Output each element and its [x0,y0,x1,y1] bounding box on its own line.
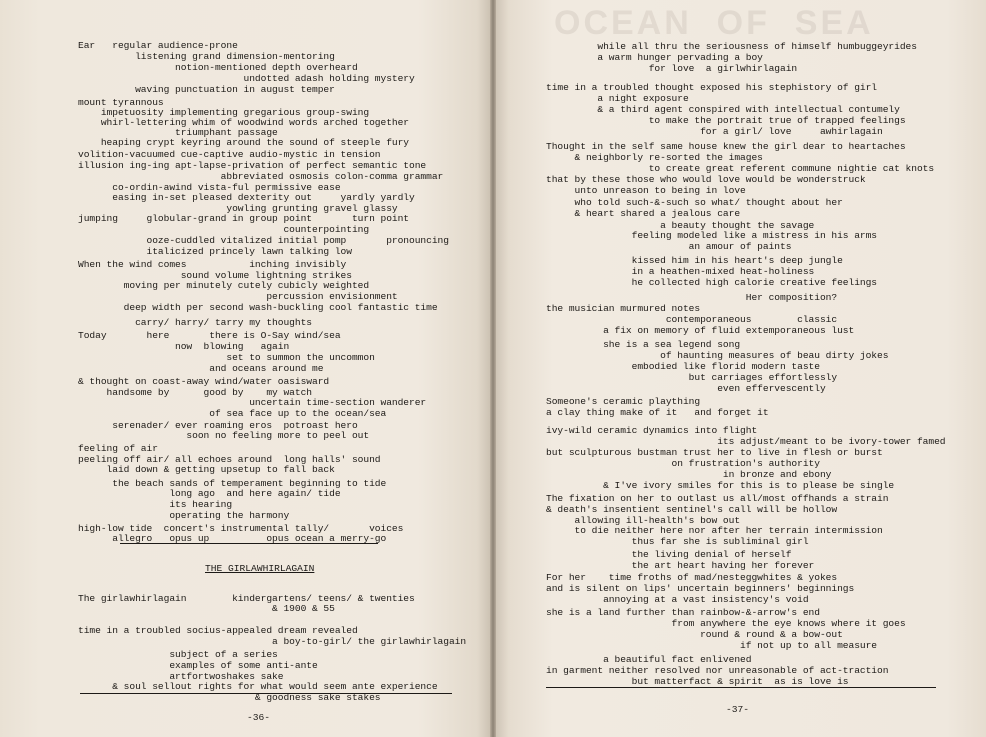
right-poem-line: a night exposure [546,93,689,104]
right-poem-line: the art heart having her forever [546,560,815,571]
right-poem-line: feeling modeled like a mistress in his arms [546,230,878,241]
right-poem-line: Someone's ceramic plaything [546,396,701,407]
left-poem-line: set to summon the uncommon [78,352,375,363]
left-poem-line: sound volume lightning strikes [78,270,352,281]
right-poem-line: The fixation on her to outlast us all/most offhands a strain [546,493,889,504]
right-poem-line: for a girl/ love awhirlagain [546,126,883,137]
right-poem-line: for love a girlwhirlagain [546,63,798,74]
left-poem-line: waving punctuation in august temper [78,84,335,95]
right-poem-line: she is a land further than rainbow-&-arrow's end [546,607,820,618]
book-gutter [490,0,496,737]
left-poem-line: its hearing [78,499,233,510]
left-poem-line: When the wind comes inching invisibly [78,259,347,270]
right-poem-line: a fix on memory of fluid extemporaneous lust [546,325,855,336]
left-poem-line: & soul sellout rights for what would seem ante experience [78,681,438,692]
left-poem-line: counterpointing [78,224,370,235]
right-poem-line: in a heathen-mixed heat-holiness [546,266,815,277]
right-poem-line: but matterfact & spirit as is love is [546,676,849,687]
left-poem-line: notion-mentioned depth overheard [78,62,358,73]
left-poem-line: listening grand dimension-mentoring [78,51,335,62]
right-poem-line: & death's insentient sentinel's call will be hollow [546,504,838,515]
left-poem-line: italicized princely lawn talking low [78,246,352,257]
left-poem-line: handsome by good by my watch [78,387,312,398]
left-poem-line: and oceans around me [78,363,324,374]
left-poem-line: time in a troubled socius-appealed dream revealed [78,625,358,636]
left-poem-line: serenader/ ever roaming eros potroast hero [78,420,358,431]
left-poem-line: & goodness sake stakes [78,692,381,703]
left-poem-line: jumping globular-grand in group point turn point [78,213,410,224]
left-page [0,0,492,737]
right-poem-line: & heart shared a jealous care [546,208,741,219]
right-poem-line: & a third agent conspired with intellectual contumely [546,104,900,115]
right-poem-line: of haunting measures of beau dirty jokes [546,350,889,361]
right-poem-line: to die neither here nor after her terrain intermission [546,525,883,536]
right-poem-line: its adjust/meant to be ivory-tower famed [546,436,946,447]
left-poem-line: laid down & getting upsetup to fall back [78,464,335,475]
left-poem-line: high-low tide concert's instrumental tally/ voices [78,523,404,534]
right-poem-line: Her composition? [546,292,838,303]
right-poem-line: she is a sea legend song [546,339,741,350]
right-poem-line: who told such-&-such so what/ thought about her [546,197,843,208]
left-poem-line: Ear regular audience-prone [78,40,238,51]
right-poem-line: kissed him in his heart's deep jungle [546,255,843,266]
right-poem-line: annoying at a vast insistency's void [546,594,809,605]
page-number: -36- [247,712,271,723]
left-poem-line: easing in-set pleased dexterity out yardly yardly [78,192,415,203]
right-poem-line: from anywhere the eye knows where it goes [546,618,906,629]
right-poem-line: embodied like florid modern taste [546,361,820,372]
left-poem-line: The girlawhirlagain kindergartens/ teens/ & twenties [78,593,415,604]
left-poem-line: undotted adash holding mystery [78,73,415,84]
right-poem-line: For her time froths of mad/nesteggwhites & yokes [546,572,838,583]
page-bottom-rule [546,687,936,688]
right-page [494,0,986,737]
right-poem-line: but sculpturous bustman trust her to live in flesh or burst [546,447,883,458]
left-poem-line: mount tyrannous [78,97,164,108]
left-poem-line: volition-vacuumed cue-captive audio-mystic in tension [78,149,381,160]
right-poem-line: and is silent on lips' uncertain beginners' beginnings [546,583,855,594]
left-poem-line: heaping crypt keyring around the sound of steeple fury [78,137,410,148]
left-poem-line: long ago and here again/ tide [78,488,341,499]
page-bottom-rule [80,693,452,694]
left-poem-line: examples of some anti-ante [78,660,318,671]
left-poem-line: allegro opus up opus ocean a merry-go [78,533,387,544]
left-poem-line: subject of a series [78,649,278,660]
right-poem-line: if not up to all measure [546,640,878,651]
left-poem-line: operating the harmony [78,510,290,521]
left-poem-line: artfortwoshakes sake [78,671,284,682]
left-poem-line: ooze-cuddled vitalized initial pomp pronouncing [78,235,449,246]
left-poem-line: peeling off air/ all echoes around long halls' sound [78,454,381,465]
right-poem-line: ivy-wild ceramic dynamics into flight [546,425,758,436]
right-poem-line: thus far she is subliminal girl [546,536,809,547]
left-poem-line: Today here there is O-Say wind/sea [78,330,341,341]
left-poem-line: feeling of air [78,443,158,454]
left-poem-line: moving per minutely cutely cubicly weighted [78,280,370,291]
right-poem-line: round & round & a bow-out [546,629,843,640]
left-poem-line: soon no feeling more to peel out [78,430,370,441]
right-poem-line: Thought in the self same house knew the girl dear to heartaches [546,141,906,152]
right-poem-line: to make the portrait true of trapped feelings [546,115,906,126]
right-poem-line: & neighborly re-sorted the images [546,152,763,163]
left-poem-line: deep width per second wash-buckling cool fantastic time [78,302,438,313]
right-poem-line: & I've ivory smiles for this is to please be single [546,480,895,491]
right-poem-line: in bronze and ebony [546,469,832,480]
section-title: THE GIRLAWHIRLAGAIN [205,563,315,574]
right-poem-line: even effervescently [546,383,826,394]
right-poem-line: a beautiful fact enlivened [546,654,752,665]
right-poem-line: an amour of paints [546,241,792,252]
left-poem-line: whirl-lettering whim of woodwind words arched together [78,117,410,128]
right-poem-line: unto unreason to being in love [546,185,746,196]
left-poem-line: yowling grunting gravel glassy [78,203,398,214]
left-poem-line: of sea face up to the ocean/sea [78,408,387,419]
right-poem-line: while all thru the seriousness of himself humbuggeyrides [546,41,917,52]
show-through-heading: OCEAN OF SEA [554,4,874,42]
right-poem-line: but carriages effortlessly [546,372,838,383]
right-poem-line: to create great referent commune nightie cat knots [546,163,935,174]
right-poem-line: time in a troubled thought exposed his stephistory of girl [546,82,878,93]
right-poem-line: a warm hunger pervading a boy [546,52,763,63]
left-poem-line: co-ordin-awind vista-ful permissive ease [78,182,341,193]
left-poem-line: a boy-to-girl/ the girlawhirlagain [78,636,467,647]
left-poem-line: triumphant passage [78,127,278,138]
left-poem-line: & 1900 & 55 [78,603,335,614]
right-poem-line: the living denial of herself [546,549,792,560]
right-poem-line: a clay thing make of it and forget it [546,407,769,418]
right-poem-line: that by these those who would love would be wonderstruck [546,174,866,185]
left-poem-line: & thought on coast-away wind/water oasisward [78,376,330,387]
right-poem-line: contemporaneous classic [546,314,838,325]
page-number: -37- [726,704,750,715]
left-poem-line: carry/ harry/ tarry my thoughts [78,317,312,328]
right-poem-line: the musician murmured notes [546,303,701,314]
left-poem-line: illusion ing-ing apt-lapse-privation of perfect semantic tone [78,160,427,171]
left-poem-line: now blowing again [78,341,290,352]
left-poem-line: abbreviated osmosis colon-comma grammar [78,171,444,182]
right-poem-line: allowing ill-health's bow out [546,515,741,526]
right-poem-line: he collected high calorie creative feelings [546,277,878,288]
left-poem-line: impetuosity implementing gregarious group-swing [78,107,370,118]
right-poem-line: a beauty thought the savage [546,220,815,231]
section-divider [120,543,378,544]
left-poem-line: the beach sands of temperament beginning to tide [78,478,387,489]
right-poem-line: on frustration's authority [546,458,820,469]
left-poem-line: uncertain time-section wanderer [78,397,427,408]
right-poem-line: in garment neither resolved nor unreasonable of act-traction [546,665,889,676]
left-poem-line: percussion envisionment [78,291,398,302]
